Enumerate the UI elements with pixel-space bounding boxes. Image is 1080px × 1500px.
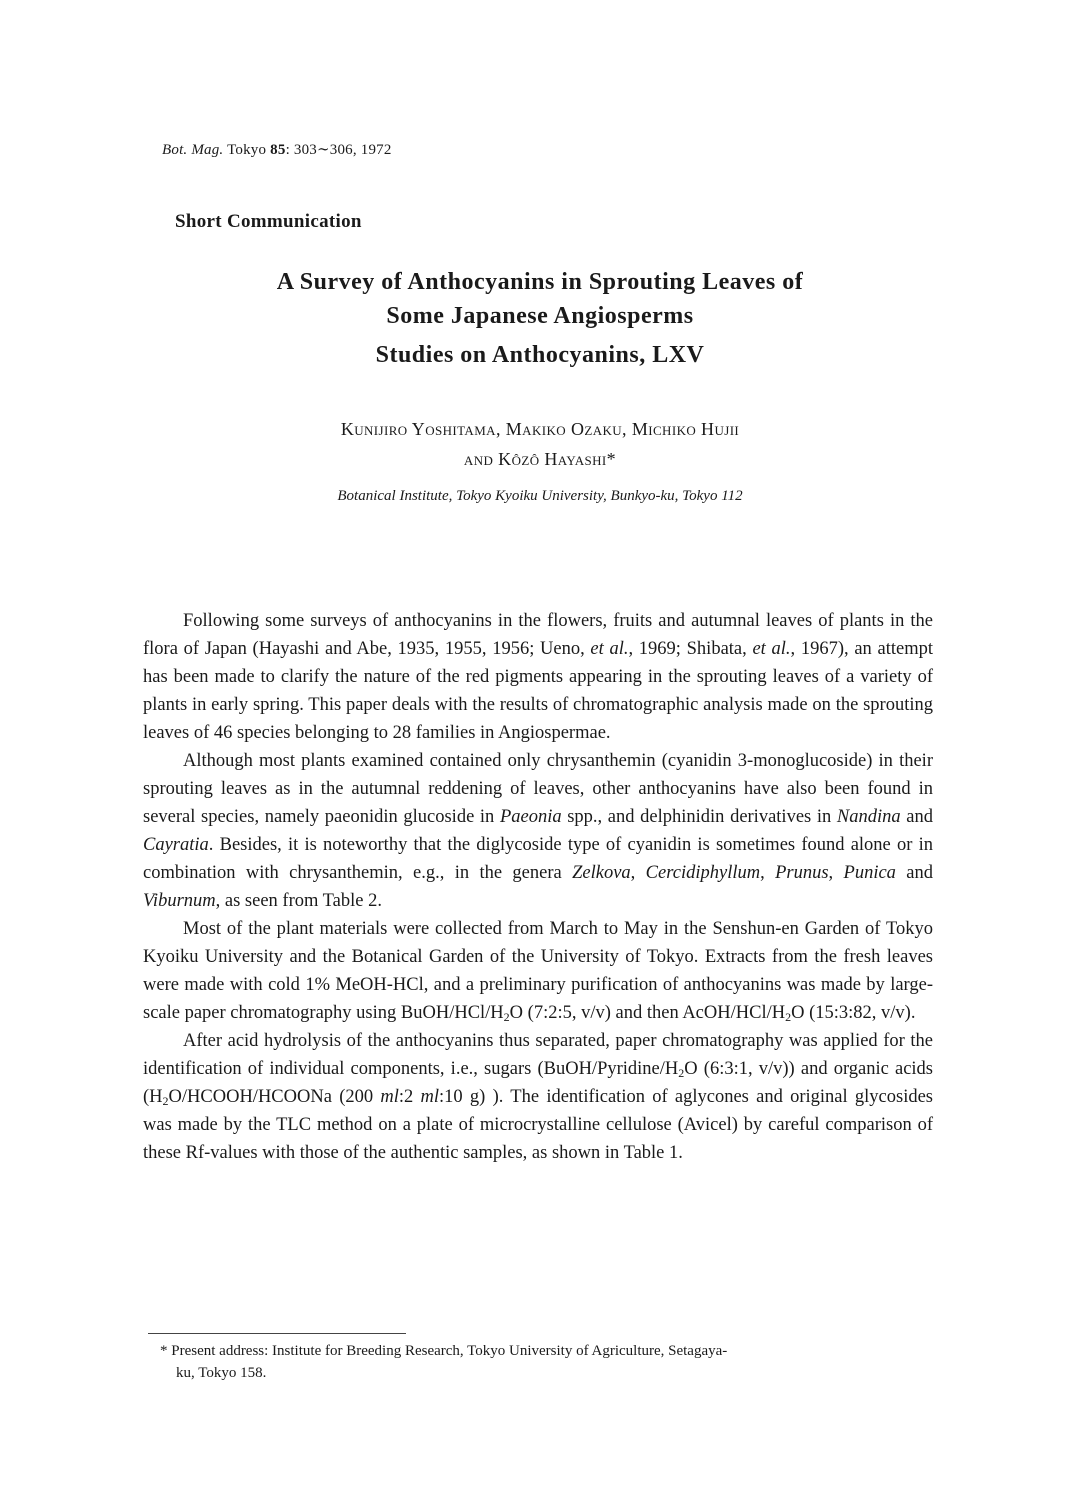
p2-text-e: , — [630, 863, 646, 883]
authors-line-1: Kunijiro Yoshitama, Makiko Ozaku, Michiko Hujii — [340, 419, 740, 439]
p4-unit-ml-1: ml — [380, 1087, 399, 1107]
p2-text-c: and — [900, 807, 933, 827]
footnote-line-2: ku, Tokyo 158. — [176, 1365, 267, 1381]
p2-genus-cayratia: Cayratia — [143, 835, 209, 855]
p4-text-c: O/HCOOH/HCOONa (200 — [168, 1087, 381, 1107]
p4-subscript-1: 2 — [678, 1066, 685, 1080]
journal-volume: 85 — [270, 142, 286, 158]
p2-genus-cercidiphyllum: Cercidiphyllum — [645, 863, 761, 883]
p2-genus-prunus: Prunus — [775, 863, 829, 883]
journal-pages-year: : 303∼306, 1972 — [285, 142, 392, 158]
affiliation: Botanical Institute, Tokyo Kyoiku University, Bunkyo-ku, Tokyo 112 — [337, 488, 743, 504]
p2-genus-zelkova: Zelkova — [572, 863, 631, 883]
p1-text-c: , 1967), an attempt has been made to clarify the nature of the red pigments appearing in the sprouting leaves of a variety of plants in early spring. This paper deals with the results of chromatographic analysis made on the sprouting leaves of 46 species belonging to 28 families in Angiospermae. — [143, 639, 933, 743]
p3-subscript-2: 2 — [785, 1010, 792, 1024]
p3-subscript-1: 2 — [503, 1010, 510, 1024]
p3-text-b: O (7:2:5, v/v) and then AcOH/HCl/H — [509, 1003, 786, 1023]
p2-text-i: , as seen from Table 2. — [215, 891, 382, 911]
footnote-divider — [148, 1333, 406, 1334]
p2-text-h: and — [895, 863, 934, 883]
paragraph-3 — [143, 915, 933, 1027]
section-label: Short Communication — [175, 211, 362, 232]
author-list — [0, 414, 1080, 474]
p1-text-a: Following some surveys of anthocyanins in the flowers, fruits and autumnal leaves of plants in the flora of Japan (Hayashi and Abe, 1935, 1955, 1956; Ueno, — [143, 611, 933, 659]
paper-subtitle: Studies on Anthocyanins, LXV — [375, 342, 705, 368]
p2-genus-punica: Punica — [843, 863, 896, 883]
p3-text-c: O (15:3:82, v/v). — [791, 1003, 916, 1023]
paper-title — [0, 265, 1080, 333]
p2-text-b: spp., and delphinidin derivatives in — [561, 807, 837, 827]
journal-citation — [162, 140, 392, 159]
p2-text-f: , — [760, 863, 776, 883]
paragraph-4 — [143, 1027, 933, 1167]
body-text — [143, 607, 933, 1167]
journal-name: Bot. Mag. — [162, 142, 224, 158]
paragraph-1 — [143, 607, 933, 747]
p4-text-b: O (6:3:1, v/v)) and organic acids (H — [143, 1059, 934, 1107]
p4-unit-ml-2: ml — [420, 1087, 440, 1107]
p2-text-g: , — [828, 863, 844, 883]
title-line-1: A Survey of Anthocyanins in Sprouting Leaves of — [276, 269, 804, 295]
p1-text-b: , 1969; Shibata, — [628, 639, 753, 659]
journal-city: Tokyo — [227, 142, 267, 158]
p1-et-al-2: et al. — [752, 639, 791, 659]
p1-et-al-1: et al. — [590, 639, 629, 659]
title-line-2: Some Japanese Angiosperms — [386, 303, 694, 329]
footnote-line-1: * Present address: Institute for Breeding Research, Tokyo University of Agriculture, Setagaya- — [160, 1343, 728, 1359]
p4-text-e: :10 g) ). The identification of aglycones and original glycosides was made by the TLC method on a plate of microcrystalline cellulose (Avicel) by careful comparison of these Rf-values with those of the authentic samples, as shown in Table 1. — [143, 1087, 933, 1163]
p3-text-a: Most of the plant materials were collected from March to May in the Senshun-en Garden of Tokyo Kyoiku University and the Botanical Garden of the University of Tokyo. Extracts from the fresh leaves were made with cold 1% MeOH-HCl, and a preliminary purification of anthocyanins was made by large-scale paper chromatography using BuOH/HCl/H — [143, 919, 933, 1023]
p2-text-a: Although most plants examined contained only chrysanthemin (cyanidin 3-monoglucoside) in their sprouting leaves as in the autumnal reddening of leaves, other anthocyanins have also been found in several species, namely paeonidin glucoside in — [143, 751, 933, 827]
p2-text-d: . Besides, it is noteworthy that the diglycoside type of cyanidin is sometimes found alone or in combination with chrysanthemin, e.g., in the genera — [143, 835, 933, 883]
p2-genus-paeonia: Paeonia — [499, 807, 562, 827]
p4-subscript-2: 2 — [162, 1094, 169, 1108]
authors-line-2: and Kôzô Hayashi* — [463, 449, 617, 469]
p4-text-a: After acid hydrolysis of the anthocyanins thus separated, paper chromatography was applied for the identification of individual components, i.e., sugars (BuOH/Pyridine/H — [143, 1031, 933, 1079]
p2-genus-nandina: Nandina — [836, 807, 901, 827]
p2-genus-viburnum: Viburnum — [143, 891, 216, 911]
footnote — [160, 1340, 930, 1384]
p4-text-d: :2 — [398, 1087, 421, 1107]
paragraph-2 — [143, 747, 933, 915]
